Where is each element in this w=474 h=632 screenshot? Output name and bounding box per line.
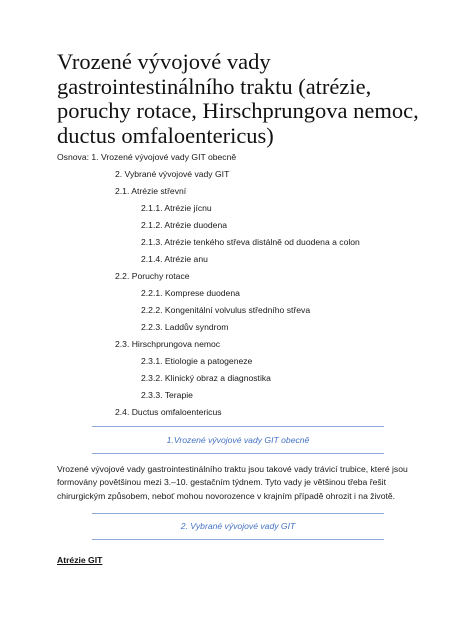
outline-item: 2.1.1. Atrézie jícnu	[141, 203, 212, 213]
outline-item: 2.1.3. Atrézie tenkého střeva distálně od duodena a colon	[141, 237, 360, 247]
body-paragraph: Vrozené vývojové vady gastrointestinálního traktu jsou takové vady trávicí trubice, které jsou formovány povětšinou mezi 3.–10. gestačním týdnem. Tyto vady je většinou třeba řešit chirurgickým způsobem, neboť mohou novorozence v krajním případě ohrozit i na životě.	[57, 464, 408, 501]
section-heading: 1.Vrozené vývojové vady GIT obecně	[166, 435, 310, 445]
outline-item: 2.4. Ductus omfaloentericus	[115, 407, 222, 417]
outline-item: 2.3.1. Etiologie a patogeneze	[141, 356, 253, 366]
outline-item: 2.2.1. Komprese duodena	[141, 288, 240, 298]
outline-item: Osnova: 1. Vrozené vývojové vady GIT obecně	[57, 152, 237, 162]
outline-item: 2.2.3. Laddův syndrom	[141, 322, 229, 332]
outline-item: 2.1. Atrézie střevní	[115, 186, 187, 196]
outline-item: 2.3. Hirschprungova nemoc	[115, 339, 221, 349]
section-divider	[92, 453, 384, 454]
section-heading: 2. Vybrané vývojové vady GIT	[180, 521, 296, 531]
outline-item: 2.3.2. Klinický obraz a diagnostika	[141, 373, 271, 383]
outline-item: 2.2. Poruchy rotace	[115, 271, 190, 281]
subheading: Atrézie GIT	[57, 555, 103, 565]
outline-item: 2.1.2. Atrézie duodena	[141, 220, 228, 230]
section-divider	[92, 539, 384, 540]
section-divider	[92, 426, 384, 427]
outline-item: 2.1.4. Atrézie anu	[141, 254, 208, 264]
outline-item: 2.2.2. Kongenitální volvulus středního střeva	[141, 305, 311, 315]
document-title: Vrozené vývojové vady gastrointestinálního traktu (atrézie, poruchy rotace, Hirschprungova nemoc, ductus omfaloentericus)	[57, 49, 419, 148]
section-divider	[92, 513, 384, 514]
outline-item: 2.3.3. Terapie	[141, 390, 193, 400]
outline-item: 2. Vybrané vývojové vady GIT	[115, 169, 230, 179]
